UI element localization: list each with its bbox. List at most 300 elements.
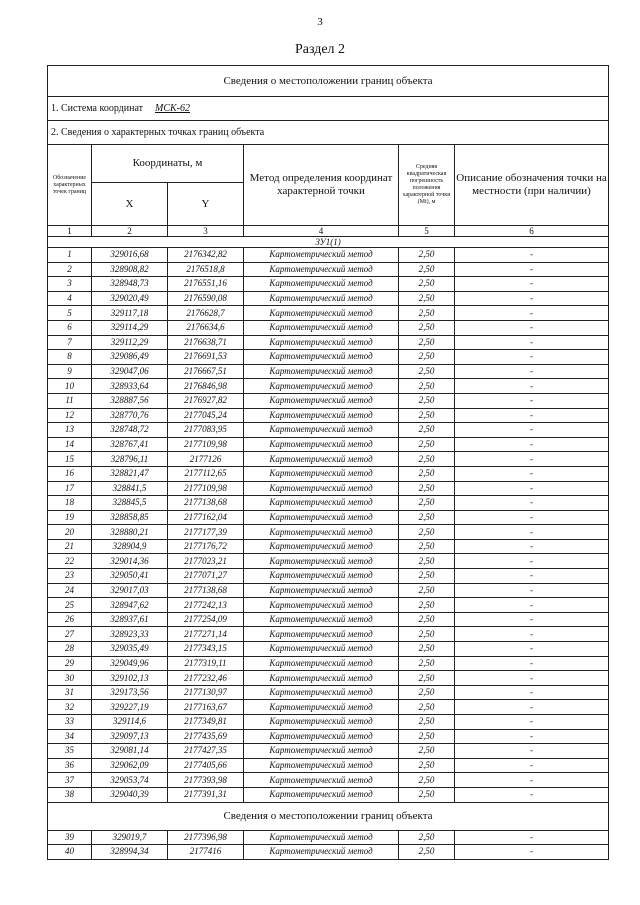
coord-y: 2177271,14 xyxy=(168,627,244,642)
error-value: 2,50 xyxy=(399,700,455,715)
point-number: 35 xyxy=(48,744,92,759)
column-number: 2 xyxy=(92,226,168,237)
method: Картометрический метод xyxy=(244,715,399,730)
method: Картометрический метод xyxy=(244,700,399,715)
error-value: 2,50 xyxy=(399,744,455,759)
coord-x: 329227,19 xyxy=(92,700,168,715)
coord-x: 328887,56 xyxy=(92,393,168,408)
coord-y: 2177162,04 xyxy=(168,510,244,525)
coord-y: 2177083,95 xyxy=(168,423,244,438)
error-value: 2,50 xyxy=(399,554,455,569)
table-banner: Сведения о местоположении границ объекта xyxy=(48,66,609,97)
error-value: 2,50 xyxy=(399,729,455,744)
error-value: 2,50 xyxy=(399,656,455,671)
mid-banner: Сведения о местоположении границ объекта xyxy=(48,802,609,830)
description: - xyxy=(455,335,609,350)
coord-y: 2177232,46 xyxy=(168,671,244,686)
description: - xyxy=(455,262,609,277)
coord-x: 328841,5 xyxy=(92,481,168,496)
method: Картометрический метод xyxy=(244,379,399,394)
description: - xyxy=(455,291,609,306)
coord-x: 328904,9 xyxy=(92,539,168,554)
coord-x: 328880,21 xyxy=(92,525,168,540)
description: - xyxy=(455,612,609,627)
description: - xyxy=(455,598,609,613)
table-row xyxy=(48,262,609,277)
column-number: 4 xyxy=(244,226,399,237)
description: - xyxy=(455,452,609,467)
method: Картометрический метод xyxy=(244,496,399,511)
description: - xyxy=(455,364,609,379)
description: - xyxy=(455,627,609,642)
table-row xyxy=(48,583,609,598)
description: - xyxy=(455,685,609,700)
method: Картометрический метод xyxy=(244,510,399,525)
coord-x: 329016,68 xyxy=(92,248,168,263)
point-number: 20 xyxy=(48,525,92,540)
method: Картометрический метод xyxy=(244,466,399,481)
error-value: 2,50 xyxy=(399,583,455,598)
coord-y: 2177045,24 xyxy=(168,408,244,423)
coord-y: 2177242,13 xyxy=(168,598,244,613)
table-row xyxy=(48,744,609,759)
point-number: 40 xyxy=(48,845,92,860)
table-row xyxy=(48,350,609,365)
method: Картометрический метод xyxy=(244,598,399,613)
error-value: 2,50 xyxy=(399,408,455,423)
point-number: 15 xyxy=(48,452,92,467)
point-number: 2 xyxy=(48,262,92,277)
coord-y: 2177138,68 xyxy=(168,496,244,511)
table-row xyxy=(48,379,609,394)
coord-x: 329053,74 xyxy=(92,773,168,788)
description: - xyxy=(455,423,609,438)
description: - xyxy=(455,583,609,598)
point-number: 10 xyxy=(48,379,92,394)
table-row xyxy=(48,598,609,613)
coord-y: 2177391,31 xyxy=(168,787,244,802)
coord-x: 328845,5 xyxy=(92,496,168,511)
coord-x: 329081,14 xyxy=(92,744,168,759)
error-value: 2,50 xyxy=(399,539,455,554)
coord-y: 2177138,68 xyxy=(168,583,244,598)
table-row xyxy=(48,277,609,292)
method: Картометрический метод xyxy=(244,525,399,540)
coord-y: 2176590,08 xyxy=(168,291,244,306)
point-number: 13 xyxy=(48,423,92,438)
error-value: 2,50 xyxy=(399,423,455,438)
description: - xyxy=(455,729,609,744)
table-row xyxy=(48,248,609,263)
coord-y: 2176634,6 xyxy=(168,320,244,335)
method: Картометрический метод xyxy=(244,583,399,598)
coord-y: 2176518,8 xyxy=(168,262,244,277)
coord-y: 2177343,15 xyxy=(168,642,244,657)
method: Картометрический метод xyxy=(244,744,399,759)
error-value: 2,50 xyxy=(399,642,455,657)
coord-x: 329062,09 xyxy=(92,758,168,773)
coord-y: 2177416 xyxy=(168,845,244,860)
description: - xyxy=(455,350,609,365)
error-value: 2,50 xyxy=(399,437,455,452)
method: Картометрический метод xyxy=(244,277,399,292)
error-value: 2,50 xyxy=(399,335,455,350)
table-row xyxy=(48,525,609,540)
table-row xyxy=(48,758,609,773)
header-designation: Обозначение характерных точек границ xyxy=(48,145,92,226)
coord-x: 328796,11 xyxy=(92,452,168,467)
error-value: 2,50 xyxy=(399,364,455,379)
point-number: 25 xyxy=(48,598,92,613)
description: - xyxy=(455,539,609,554)
error-value: 2,50 xyxy=(399,845,455,860)
table-row xyxy=(48,830,609,845)
table-row xyxy=(48,335,609,350)
point-number: 5 xyxy=(48,306,92,321)
error-value: 2,50 xyxy=(399,715,455,730)
error-value: 2,50 xyxy=(399,466,455,481)
error-value: 2,50 xyxy=(399,612,455,627)
coord-x: 328767,41 xyxy=(92,437,168,452)
header-error: Средняя квадратическая погрешность положения характерной точки (Mt), м xyxy=(399,145,455,226)
point-number: 21 xyxy=(48,539,92,554)
method: Картометрический метод xyxy=(244,656,399,671)
header-coordinates: Координаты, м xyxy=(92,145,244,183)
description: - xyxy=(455,671,609,686)
method: Картометрический метод xyxy=(244,685,399,700)
coord-x: 329019,7 xyxy=(92,830,168,845)
points-label: 2. Сведения о характерных точках границ объекта xyxy=(48,121,609,145)
description: - xyxy=(455,306,609,321)
table-row xyxy=(48,612,609,627)
point-number: 17 xyxy=(48,481,92,496)
parcel-label: ЗУ1(1) xyxy=(48,237,609,248)
point-number: 30 xyxy=(48,671,92,686)
column-number: 5 xyxy=(399,226,455,237)
header-x: X xyxy=(92,183,168,226)
coord-y: 2177176,72 xyxy=(168,539,244,554)
point-number: 29 xyxy=(48,656,92,671)
method: Картометрический метод xyxy=(244,408,399,423)
header-y: Y xyxy=(168,183,244,226)
point-number: 37 xyxy=(48,773,92,788)
coord-y: 2177071,27 xyxy=(168,569,244,584)
coord-y: 2177023,21 xyxy=(168,554,244,569)
coord-y: 2176667,51 xyxy=(168,364,244,379)
description: - xyxy=(455,845,609,860)
description: - xyxy=(455,320,609,335)
header-description: Описание обозначения точки на местности (при наличии) xyxy=(455,145,609,226)
coord-y: 2177254,09 xyxy=(168,612,244,627)
description: - xyxy=(455,510,609,525)
description: - xyxy=(455,830,609,845)
coord-x: 329117,18 xyxy=(92,306,168,321)
point-number: 38 xyxy=(48,787,92,802)
method: Картометрический метод xyxy=(244,569,399,584)
method: Картометрический метод xyxy=(244,642,399,657)
table-row xyxy=(48,700,609,715)
coord-x: 329047,06 xyxy=(92,364,168,379)
coord-x: 328923,33 xyxy=(92,627,168,642)
point-number: 32 xyxy=(48,700,92,715)
coord-x: 329097,13 xyxy=(92,729,168,744)
error-value: 2,50 xyxy=(399,320,455,335)
table-row xyxy=(48,320,609,335)
description: - xyxy=(455,744,609,759)
point-number: 19 xyxy=(48,510,92,525)
point-number: 39 xyxy=(48,830,92,845)
description: - xyxy=(455,496,609,511)
method: Картометрический метод xyxy=(244,452,399,467)
point-number: 31 xyxy=(48,685,92,700)
method: Картометрический метод xyxy=(244,612,399,627)
error-value: 2,50 xyxy=(399,510,455,525)
description: - xyxy=(455,569,609,584)
description: - xyxy=(455,554,609,569)
point-number: 6 xyxy=(48,320,92,335)
table-row xyxy=(48,642,609,657)
error-value: 2,50 xyxy=(399,569,455,584)
error-value: 2,50 xyxy=(399,379,455,394)
coord-y: 2177109,98 xyxy=(168,437,244,452)
coord-x: 328748,72 xyxy=(92,423,168,438)
table-row xyxy=(48,845,609,860)
method: Картометрический метод xyxy=(244,671,399,686)
method: Картометрический метод xyxy=(244,437,399,452)
coord-y: 2176846,98 xyxy=(168,379,244,394)
point-number: 27 xyxy=(48,627,92,642)
table-row xyxy=(48,466,609,481)
coord-system-label: 1. Система координат xyxy=(51,103,144,114)
error-value: 2,50 xyxy=(399,291,455,306)
coord-x: 328770,76 xyxy=(92,408,168,423)
error-value: 2,50 xyxy=(399,685,455,700)
description: - xyxy=(455,277,609,292)
coord-x: 328858,85 xyxy=(92,510,168,525)
coord-x: 329017,03 xyxy=(92,583,168,598)
error-value: 2,50 xyxy=(399,350,455,365)
point-number: 33 xyxy=(48,715,92,730)
description: - xyxy=(455,758,609,773)
table-row xyxy=(48,715,609,730)
coord-x: 328908,82 xyxy=(92,262,168,277)
coord-y: 2176551,16 xyxy=(168,277,244,292)
coord-x: 329040,39 xyxy=(92,787,168,802)
method: Картометрический метод xyxy=(244,830,399,845)
description: - xyxy=(455,715,609,730)
coord-y: 2176927,82 xyxy=(168,393,244,408)
description: - xyxy=(455,437,609,452)
coord-x: 328948,73 xyxy=(92,277,168,292)
table-row xyxy=(48,729,609,744)
coord-y: 2177177,39 xyxy=(168,525,244,540)
table-row xyxy=(48,773,609,788)
table-row xyxy=(48,423,609,438)
error-value: 2,50 xyxy=(399,481,455,496)
table-row xyxy=(48,787,609,802)
table-row xyxy=(48,539,609,554)
description: - xyxy=(455,408,609,423)
method: Картометрический метод xyxy=(244,423,399,438)
table-row xyxy=(48,496,609,511)
table-row xyxy=(48,393,609,408)
description: - xyxy=(455,481,609,496)
table-row xyxy=(48,291,609,306)
coord-y: 2177112,65 xyxy=(168,466,244,481)
error-value: 2,50 xyxy=(399,758,455,773)
table-row xyxy=(48,554,609,569)
table-row xyxy=(48,481,609,496)
table-row xyxy=(48,671,609,686)
coord-x: 329114,29 xyxy=(92,320,168,335)
method: Картометрический метод xyxy=(244,291,399,306)
column-number-row xyxy=(48,226,609,237)
error-value: 2,50 xyxy=(399,277,455,292)
table-row xyxy=(48,685,609,700)
coord-x: 329173,56 xyxy=(92,685,168,700)
coord-y: 2177427,35 xyxy=(168,744,244,759)
table-row xyxy=(48,452,609,467)
error-value: 2,50 xyxy=(399,496,455,511)
point-number: 9 xyxy=(48,364,92,379)
error-value: 2,50 xyxy=(399,452,455,467)
description: - xyxy=(455,248,609,263)
coord-x: 329020,49 xyxy=(92,291,168,306)
table-row xyxy=(48,306,609,321)
coord-y: 2177163,67 xyxy=(168,700,244,715)
error-value: 2,50 xyxy=(399,773,455,788)
point-number: 3 xyxy=(48,277,92,292)
point-number: 4 xyxy=(48,291,92,306)
coord-system-row xyxy=(48,97,609,121)
error-value: 2,50 xyxy=(399,393,455,408)
method: Картометрический метод xyxy=(244,248,399,263)
description: - xyxy=(455,393,609,408)
method: Картометрический метод xyxy=(244,554,399,569)
point-number: 16 xyxy=(48,466,92,481)
coord-y: 2177126 xyxy=(168,452,244,467)
coord-x: 329050,41 xyxy=(92,569,168,584)
point-number: 22 xyxy=(48,554,92,569)
coord-x: 329086,49 xyxy=(92,350,168,365)
method: Картометрический метод xyxy=(244,393,399,408)
method: Картометрический метод xyxy=(244,787,399,802)
coord-x: 329049,96 xyxy=(92,656,168,671)
method: Картометрический метод xyxy=(244,627,399,642)
coord-y: 2177349,81 xyxy=(168,715,244,730)
error-value: 2,50 xyxy=(399,598,455,613)
method: Картометрический метод xyxy=(244,320,399,335)
coord-x: 328821,47 xyxy=(92,466,168,481)
coord-y: 2177435,69 xyxy=(168,729,244,744)
method: Картометрический метод xyxy=(244,335,399,350)
table-row xyxy=(48,569,609,584)
method: Картометрический метод xyxy=(244,539,399,554)
point-number: 12 xyxy=(48,408,92,423)
coord-x: 329112,29 xyxy=(92,335,168,350)
description: - xyxy=(455,642,609,657)
coord-x: 329114,6 xyxy=(92,715,168,730)
description: - xyxy=(455,379,609,394)
point-number: 18 xyxy=(48,496,92,511)
description: - xyxy=(455,525,609,540)
column-number: 6 xyxy=(455,226,609,237)
error-value: 2,50 xyxy=(399,306,455,321)
coord-x: 328933,64 xyxy=(92,379,168,394)
description: - xyxy=(455,787,609,802)
table-row xyxy=(48,627,609,642)
coord-y: 2176628,7 xyxy=(168,306,244,321)
coord-y: 2176691,53 xyxy=(168,350,244,365)
method: Картометрический метод xyxy=(244,350,399,365)
page-number: 3 xyxy=(317,16,323,28)
table-row xyxy=(48,437,609,452)
table-row xyxy=(48,656,609,671)
point-number: 11 xyxy=(48,393,92,408)
method: Картометрический метод xyxy=(244,758,399,773)
boundary-points-table xyxy=(47,65,609,860)
method: Картометрический метод xyxy=(244,364,399,379)
point-number: 28 xyxy=(48,642,92,657)
error-value: 2,50 xyxy=(399,830,455,845)
coord-x: 328947,62 xyxy=(92,598,168,613)
coord-y: 2177109,98 xyxy=(168,481,244,496)
method: Картометрический метод xyxy=(244,845,399,860)
error-value: 2,50 xyxy=(399,262,455,277)
section-title: Раздел 2 xyxy=(294,42,346,57)
point-number: 26 xyxy=(48,612,92,627)
coord-y: 2177319,11 xyxy=(168,656,244,671)
column-number: 3 xyxy=(168,226,244,237)
error-value: 2,50 xyxy=(399,525,455,540)
table-row xyxy=(48,510,609,525)
point-number: 36 xyxy=(48,758,92,773)
coord-y: 2176342,82 xyxy=(168,248,244,263)
point-number: 34 xyxy=(48,729,92,744)
table-row xyxy=(48,364,609,379)
coord-x: 328937,61 xyxy=(92,612,168,627)
coord-y: 2177396,98 xyxy=(168,830,244,845)
description: - xyxy=(455,773,609,788)
coord-x: 328994,34 xyxy=(92,845,168,860)
column-number: 1 xyxy=(48,226,92,237)
boundary-table-frame xyxy=(47,65,608,860)
error-value: 2,50 xyxy=(399,627,455,642)
error-value: 2,50 xyxy=(399,671,455,686)
point-number: 8 xyxy=(48,350,92,365)
coord-y: 2176638,71 xyxy=(168,335,244,350)
table-row xyxy=(48,408,609,423)
method: Картометрический метод xyxy=(244,262,399,277)
error-value: 2,50 xyxy=(399,248,455,263)
header-method: Метод определения координат характерной точки xyxy=(244,145,399,226)
coord-x: 329035,49 xyxy=(92,642,168,657)
description: - xyxy=(455,656,609,671)
coord-x: 329102,13 xyxy=(92,671,168,686)
description: - xyxy=(455,700,609,715)
method: Картометрический метод xyxy=(244,481,399,496)
point-number: 7 xyxy=(48,335,92,350)
coord-system-value: МСК-62 xyxy=(155,103,191,114)
point-number: 23 xyxy=(48,569,92,584)
point-number: 14 xyxy=(48,437,92,452)
coord-y: 2177405,66 xyxy=(168,758,244,773)
point-number: 1 xyxy=(48,248,92,263)
coord-y: 2177130,97 xyxy=(168,685,244,700)
method: Картометрический метод xyxy=(244,306,399,321)
description: - xyxy=(455,466,609,481)
method: Картометрический метод xyxy=(244,729,399,744)
